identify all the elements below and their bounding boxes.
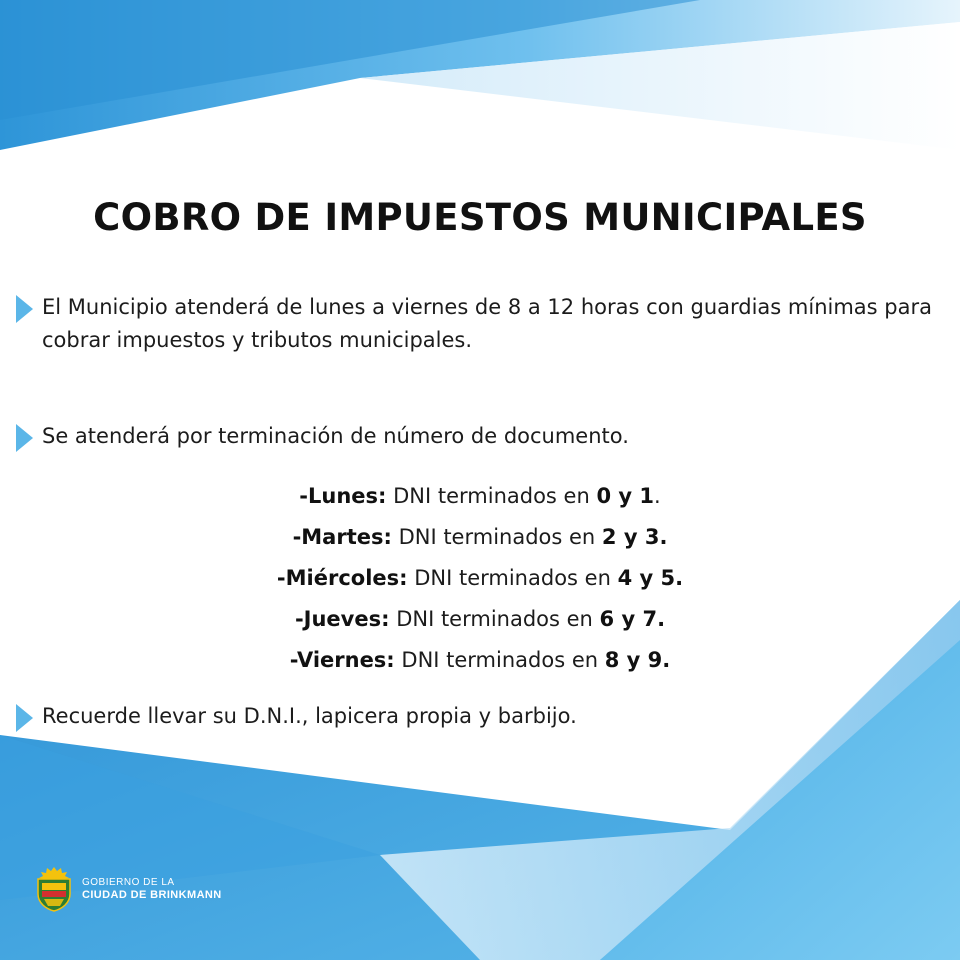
schedule-digits: 4 y 5.: [617, 566, 684, 590]
logo-text: [82, 877, 222, 902]
schedule-row-viernes: [0, 640, 960, 681]
bullet-document-info: [16, 420, 916, 453]
bullet-text: Recuerde llevar su D.N.I., lapicera propia y barbijo.: [42, 704, 577, 728]
schedule-text: DNI terminados en: [389, 607, 600, 631]
schedule-end: .: [654, 484, 661, 508]
schedule-row-jueves: [0, 599, 960, 640]
schedule-text: DNI terminados en: [394, 648, 605, 672]
schedule-day: -Jueves:: [294, 607, 390, 631]
schedule-day: -Lunes:: [299, 484, 387, 508]
triangle-bullet-icon: [16, 295, 33, 323]
schedule-digits: 2 y 3.: [601, 525, 668, 549]
schedule-text: DNI terminados en: [386, 484, 597, 508]
bullet-schedule-info: [16, 291, 946, 357]
schedule-day: -Martes:: [292, 525, 392, 549]
bullet-reminder: [16, 700, 916, 733]
schedule-digits: 0 y 1: [596, 484, 654, 508]
schedule-row-lunes: [0, 476, 960, 517]
triangle-bullet-icon: [16, 424, 33, 452]
schedule-day: -Miércoles:: [276, 566, 408, 590]
municipal-crest-icon: [34, 866, 74, 912]
dni-schedule: [0, 476, 960, 681]
schedule-day: -Viernes:: [289, 648, 395, 672]
schedule-digits: 8 y 9.: [604, 648, 671, 672]
triangle-bullet-icon: [16, 704, 33, 732]
schedule-text: DNI terminados en: [391, 525, 602, 549]
bullet-text: Se atenderá por terminación de número de documento.: [42, 424, 629, 448]
schedule-text: DNI terminados en: [407, 566, 618, 590]
logo-line-2: CIUDAD DE BRINKMANN: [82, 888, 222, 901]
schedule-digits: 6 y 7.: [599, 607, 666, 631]
bottom-right-wedge: [600, 640, 960, 960]
municipality-logo: [34, 866, 222, 912]
page-title: COBRO DE IMPUESTOS MUNICIPALES: [93, 196, 867, 239]
bullet-text: El Municipio atenderá de lunes a viernes de 8 a 12 horas con guardias mínimas para cobrar impuestos y tributos municipales.: [42, 295, 932, 352]
logo-line-1: GOBIERNO DE LA: [82, 876, 175, 888]
schedule-row-martes: [0, 517, 960, 558]
schedule-row-miercoles: [0, 558, 960, 599]
